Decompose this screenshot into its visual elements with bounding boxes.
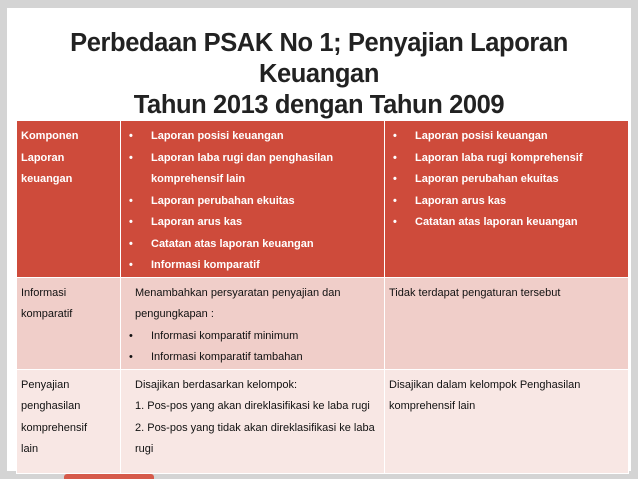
numbered-list-2013 (125, 396, 381, 461)
decorative-bar (64, 474, 154, 479)
row-label-line: Penyajian (21, 378, 70, 391)
list-item: 1. Pos-pos yang akan direklasifikasi ke laba rugi (135, 400, 370, 412)
row-label-line: keuangan (21, 173, 73, 185)
list-item: • Informasi komparatif (125, 255, 381, 277)
row-label-cell (17, 369, 121, 474)
table-row-komponen-laporan-keuangan (17, 121, 629, 278)
row-label-line: lain (21, 443, 39, 455)
list-item: • Laporan arus kas (389, 191, 625, 213)
slide-title (7, 28, 631, 121)
list-item: • Catatan atas laporan keuangan (389, 212, 625, 234)
cell-text: Tidak terdapat pengaturan tersebut (389, 286, 561, 299)
cell-2009 (385, 369, 629, 474)
list-item: • Informasi komparatif minimum (125, 326, 381, 348)
list-item: • Laporan perubahan ekuitas (125, 191, 381, 213)
cell-2009 (385, 121, 629, 278)
row-label-line: komprehensif (21, 421, 88, 434)
bullet-list-2013 (125, 126, 381, 277)
cell-intro-text: Disajikan berdasarkan kelompok: (135, 378, 298, 391)
list-item: • Informasi komparatif tambahan (125, 347, 381, 369)
row-label-line: Laporan (21, 151, 65, 164)
bullet-list-2013 (125, 326, 381, 369)
cell-text: Disajikan dalam kelompok Penghasilan komprehensif lain (389, 378, 581, 412)
row-label-line: Komponen (21, 130, 79, 142)
row-label-line: penghasilan (21, 400, 81, 412)
list-item: • Laporan perubahan ekuitas (389, 169, 625, 191)
list-item: • Laporan laba rugi komprehensif (389, 148, 625, 170)
table-row-penyajian-penghasilan-komprehensif (17, 369, 629, 474)
list-item: • Catatan atas laporan keuangan (125, 234, 381, 256)
title-line-2: Tahun 2013 dengan Tahun 2009 (133, 91, 505, 119)
row-label-cell (17, 277, 121, 369)
cell-2009 (385, 277, 629, 369)
cell-2013 (121, 121, 385, 278)
slide (7, 8, 631, 471)
row-label-line: Informasi (21, 286, 67, 299)
list-item: • Laporan laba rugi dan penghasilan komprehensif lain (125, 148, 381, 191)
row-label-cell (17, 121, 121, 278)
list-item: 2. Pos-pos yang tidak akan direklasifikasi ke laba rugi (135, 421, 375, 455)
cell-intro-text: Menambahkan persyaratan penyajian dan pengungkapan : (135, 286, 341, 320)
table-row-informasi-komparatif (17, 277, 629, 369)
cell-2013 (121, 277, 385, 369)
list-item: • Laporan posisi keuangan (389, 126, 625, 148)
row-label-line: komparatif (21, 308, 73, 320)
cell-2013 (121, 369, 385, 474)
bullet-list-2009 (389, 126, 625, 234)
comparison-table (16, 120, 629, 474)
title-line-1: Perbedaan PSAK No 1; Penyajian Laporan Keuangan (70, 29, 568, 88)
list-item: • Laporan arus kas (125, 212, 381, 234)
list-item: • Laporan posisi keuangan (125, 126, 381, 148)
